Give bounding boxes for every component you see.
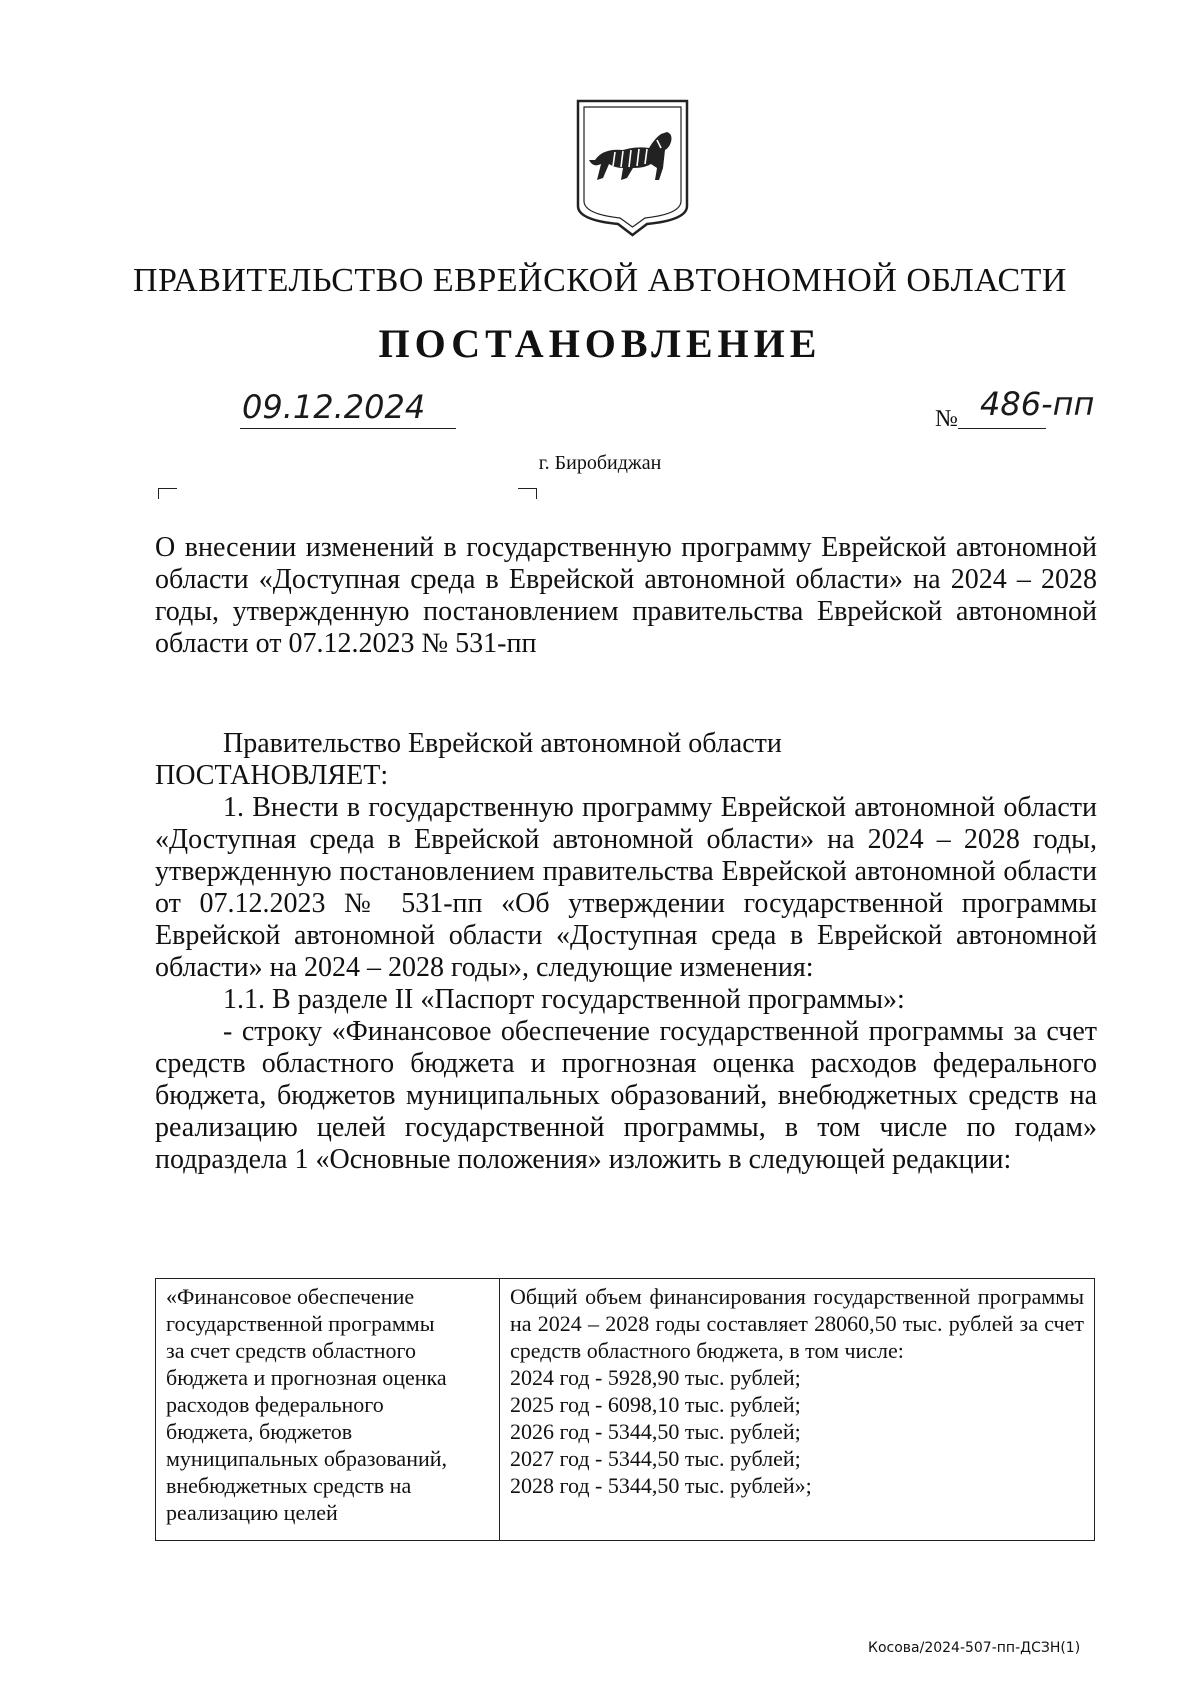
document-body (155, 728, 1097, 1176)
item-1: 1. Внести в государственную программу Еврейской автономной области «Доступная среда в Еврейской автономной области» на 2024 – 2028 годы, утвержденную постановлением правительства Еврейской автономной области от 07.12.2023 № 531-пп «Об утверждении государственной программы Еврейской автономной области «Доступная среда в Еврейской автономной области» на 2024 – 2028 годы», следующие изменения: (155, 792, 1097, 983)
item-1-1-text: - строку «Финансовое обеспечение государственной программы за счет средств областного бюджета и прогнозная оценка расходов федерального бюджета, бюджетов муниципальных образований, внебюджетных средств на реализацию целей государственной программы, в том числе по годам» подраздела 1 «Основные положения» изложить в следующей редакции: (155, 1016, 1097, 1175)
resolves-heading: ПОСТАНОВЛЯЕТ: (155, 760, 389, 791)
corner-mark-left (158, 488, 177, 499)
year-line: 2026 год - 5344,50 тыс. рублей; (510, 1419, 801, 1444)
document-type-title: ПОСТАНОВЛЕНИЕ (378, 321, 822, 366)
footer-reference: Косова/2024-507-пп-ДСЗН(1) (868, 1640, 1081, 1656)
table-cell-value (500, 1279, 1095, 1541)
table-row (156, 1279, 1095, 1541)
coat-of-arms-emblem (575, 98, 690, 238)
year-line: 2027 год - 5344,50 тыс. рублей; (510, 1446, 801, 1471)
preamble: Правительство Еврейской автономной области (223, 728, 782, 759)
document-subject: О внесении изменений в государственную программу Еврейской автономной области «Доступная среда в Еврейской автономной области» на 2024 – 2028 годы, утвержденную постановлением правительства Еврейской автономной области от 07.12.2023 № 531-пп (155, 532, 1097, 659)
table-cell-label: «Финансовое обеспечение государственной программы за счет средств областного бюджета и прогнозная оценка расходов федерального бюджета, бюджетов муниципальных образований, внебюджетных средств на реализацию целей (156, 1279, 500, 1541)
item-1-1: 1.1. В разделе II «Паспорт государственной программы»: (223, 984, 905, 1015)
year-line: 2028 год - 5344,50 тыс. рублей»; (510, 1473, 812, 1498)
handwritten-number: 486-пп (980, 385, 1095, 423)
financing-table (155, 1278, 1095, 1541)
handwritten-date: 09.12.2024 (242, 388, 426, 426)
number-sign: № (935, 406, 958, 432)
financing-intro: Общий объем финансирования государственной программы на 2024 – 2028 годы составляет 28060,50 тыс. рублей за счет средств областного бюджета, в том числе: (510, 1284, 1084, 1363)
city-name: г. Биробиджан (538, 452, 662, 474)
government-title: ПРАВИТЕЛЬСТВО ЕВРЕЙСКОЙ АВТОНОМНОЙ ОБЛАСТИ (132, 262, 1067, 299)
year-line: 2024 год - 5928,90 тыс. рублей; (510, 1365, 801, 1390)
year-line: 2025 год - 6098,10 тыс. рублей; (510, 1392, 801, 1417)
corner-mark-right (518, 488, 537, 499)
